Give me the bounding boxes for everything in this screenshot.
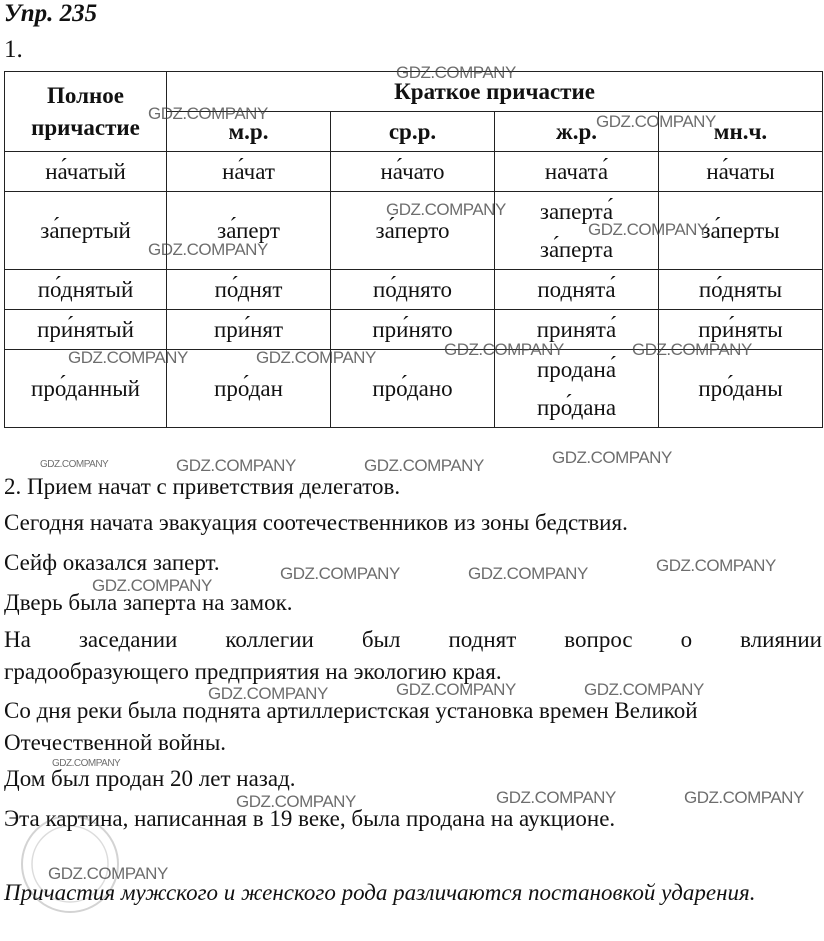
part-1-label: 1. — [4, 36, 23, 63]
header-neuter: ср.р. — [331, 112, 495, 152]
watermark: GDZ.COMPANY — [444, 340, 564, 359]
watermark: GDZ.COMPANY — [386, 200, 506, 219]
watermark: GDZ.COMPANY — [52, 758, 121, 769]
cell-feminine-variant: за́перта — [539, 236, 614, 262]
cell-plural: про́даны — [659, 350, 823, 428]
cell-full: на́чатый — [5, 152, 167, 192]
cell-feminine-variant: заперта́ — [539, 198, 614, 224]
example-sentence: Сейф оказался заперт. — [4, 550, 220, 575]
cell-masculine: про́дан — [167, 350, 331, 428]
table-row — [5, 350, 823, 428]
watermark: GDZ.COMPANY — [364, 456, 484, 475]
watermark: GDZ.COMPANY — [588, 220, 708, 239]
cell-plural: на́чаты — [659, 152, 823, 192]
watermark: GDZ.COMPANY — [632, 340, 752, 359]
table-row — [5, 270, 823, 310]
watermark: GDZ.COMPANY — [236, 792, 356, 811]
watermark: GDZ.COMPANY — [256, 348, 376, 367]
cell-masculine: при́нят — [167, 310, 331, 350]
watermark: GDZ.COMPANY — [208, 684, 328, 703]
cell-feminine — [495, 350, 659, 428]
cell-plural: при́няты — [659, 310, 823, 350]
cell-feminine-variant: про́дана — [536, 394, 617, 420]
cell-neuter: при́нято — [331, 310, 495, 350]
conclusion-note: Причастия мужского и женского рода различаются постановкой ударения. — [4, 880, 756, 905]
example-sentence: Сегодня начата эвакуация соотечественников из зоны бедствия. — [4, 510, 628, 535]
watermark: GDZ.COMPANY — [468, 564, 588, 583]
cell-feminine-variant: продана́ — [536, 356, 617, 382]
cell-full: по́днятый — [5, 270, 167, 310]
watermark: GDZ.COMPANY — [396, 680, 516, 699]
cell-full: при́нятый — [5, 310, 167, 350]
watermark: GDZ.COMPANY — [596, 112, 716, 131]
table-row — [5, 310, 823, 350]
cell-full: про́данный — [5, 350, 167, 428]
watermark: GDZ.COMPANY — [148, 104, 268, 123]
watermark: GDZ.COMPANY — [396, 63, 516, 82]
watermark: GDZ.COMPANY — [552, 448, 672, 467]
cell-masculine: по́днят — [167, 270, 331, 310]
example-sentence: градообразующего предприятия на экологию края. — [4, 659, 502, 684]
watermark: GDZ.COMPANY — [176, 456, 296, 475]
cell-neuter: про́дано — [331, 350, 495, 428]
header-plural: мн.ч. — [659, 112, 823, 152]
example-sentence: Дом был продан 20 лет назад. — [4, 766, 296, 791]
cell-plural: за́перты — [659, 192, 823, 270]
example-sentence: Со дня реки была поднята артиллеристская установка времен Великой — [4, 698, 698, 723]
cell-feminine — [495, 192, 659, 270]
watermark: GDZ.COMPANY — [148, 240, 268, 259]
example-sentence: 2. Прием начат с приветствия делегатов. — [4, 474, 401, 499]
watermark: GDZ.COMPANY — [48, 864, 168, 883]
watermark: GDZ.COMPANY — [684, 788, 804, 807]
watermark: GDZ.COMPANY — [584, 680, 704, 699]
table-row — [5, 192, 823, 270]
participle-table — [4, 71, 823, 428]
cell-full: за́пертый — [5, 192, 167, 270]
watermark: GDZ.COMPANY — [40, 459, 109, 470]
example-sentence: Отечественной войны. — [4, 730, 227, 755]
cell-masculine: на́чат — [167, 152, 331, 192]
exercise-title: Упр. 235 — [4, 0, 98, 27]
header-full-participle: Полное причастие — [5, 72, 167, 152]
watermark: GDZ.COMPANY — [92, 576, 212, 595]
stamp-watermark-icon — [14, 808, 126, 920]
cell-neuter: по́днято — [331, 270, 495, 310]
cell-feminine: поднята́ — [495, 270, 659, 310]
cell-masculine: за́перт — [167, 192, 331, 270]
watermark: GDZ.COMPANY — [656, 556, 776, 575]
cell-feminine: начата́ — [495, 152, 659, 192]
watermark: GDZ.COMPANY — [68, 348, 188, 367]
watermark: GDZ.COMPANY — [280, 564, 400, 583]
header-feminine: ж.р. — [495, 112, 659, 152]
table-row — [5, 152, 823, 192]
header-masculine: м.р. — [167, 112, 331, 152]
example-sentence: Эта картина, написанная в 19 веке, была продана на аукционе. — [4, 806, 616, 831]
header-short-participle: Краткое причастие — [167, 72, 823, 112]
example-sentence: Дверь была заперта на замок. — [4, 590, 293, 615]
cell-neuter: на́чато — [331, 152, 495, 192]
example-sentence: На заседании коллегии был поднят вопрос о влиянии — [4, 627, 822, 652]
cell-neuter: за́перто — [331, 192, 495, 270]
cell-feminine: принята́ — [495, 310, 659, 350]
watermark: GDZ.COMPANY — [496, 788, 616, 807]
cell-plural: по́дняты — [659, 270, 823, 310]
